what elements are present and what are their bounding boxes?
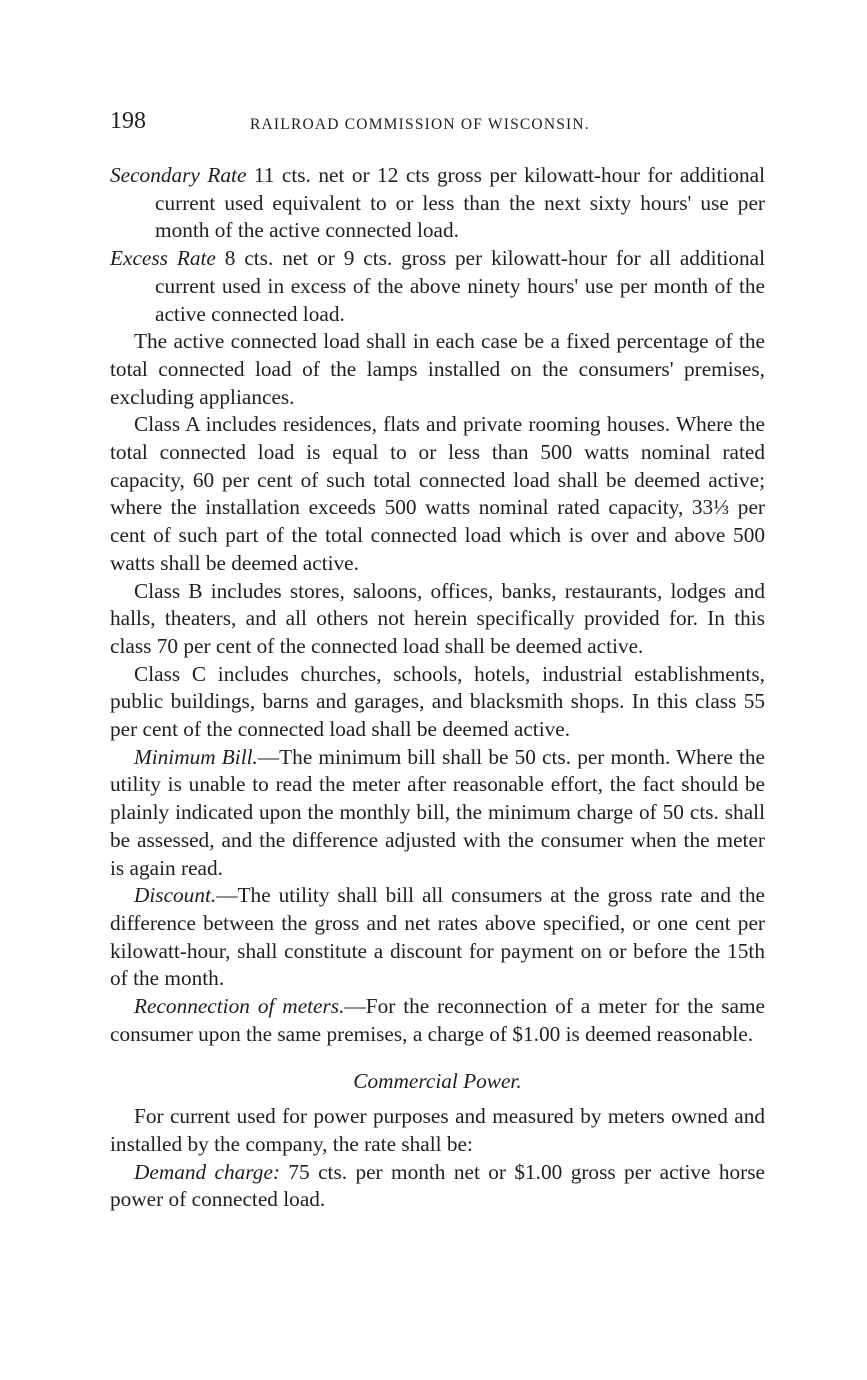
paragraph-text: —The utility shall bill all consumers at the gross rate and the difference between the gross and net rates above specified, or one cent per kilowatt-hour, shall constitute a discount for payment on or before the 15th of the month.: [110, 883, 765, 991]
paragraph-lead: Demand charge:: [134, 1159, 280, 1184]
paragraph-text: 8 cts. net or 9 cts. gross per kilowatt-hour for all additional current used in excess of the above ninety hours' use per month of the active connected load.: [155, 246, 766, 326]
paragraph-power-rate: For current used for power purposes and measured by meters owned and installed by the company, the rate shall be:: [110, 1104, 765, 1156]
paragraph-class-b: Class B includes stores, saloons, offices, banks, restaurants, lodges and halls, theaters, and all others not herein specifically provided for. In this class 70 per cent of the connected load shall be deemed active.: [110, 578, 765, 658]
paragraph-class-c: Class C includes churches, schools, hotels, industrial establishments, public buildings, barns and garages, and blacksmith shops. In this class 55 per cent of the connected load shall be deemed active.: [110, 661, 765, 742]
page-header: [110, 108, 765, 142]
paragraph-text: 11 cts. net or 12 cts gross per kilowatt-hour for additional current used equivalent to or less than the next sixty hours' use per month of the active connected load.: [155, 163, 765, 243]
paragraph-minimum-bill: [110, 744, 765, 883]
paragraph-secondary-rate: [110, 162, 765, 245]
paragraph-excess-rate: [110, 245, 765, 328]
paragraph-active-load: The active connected load shall in each case be a fixed percentage of the total connected load of the lamps installed on the consumers' premises, excluding appliances.: [110, 329, 765, 409]
paragraph-reconnection: [110, 993, 765, 1048]
paragraph-class-a: Class A includes residences, flats and private rooming houses. Where the total connected load is equal to or less than 500 watts nominal rated capacity, 60 per cent of such total connected load shall be deemed active; where the installation exceeds 500 watts nominal rated capacity, 33⅓ per cent of such part of the total connected load which is over and above 500 watts shall be deemed active.: [110, 412, 765, 575]
paragraph-text: —The minimum bill shall be 50 cts. per month. Where the utility is unable to read the meter after reasonable effort, the fact should be plainly indicated upon the monthly bill, the minimum charge of 50 cts. shall be assessed, and the difference adjusted with the consumer when the meter is again read.: [110, 744, 765, 880]
paragraph-lead: Reconnection of meters.: [134, 994, 345, 1019]
paragraph-lead: Secondary Rate: [110, 163, 247, 187]
paragraph-lead: Discount.: [134, 883, 217, 908]
page-number: 198: [110, 108, 146, 134]
page-body: [110, 162, 765, 1214]
section-heading: Commercial Power.: [353, 1068, 522, 1093]
paragraph-lead: Excess Rate: [110, 246, 216, 271]
paragraph-discount: [110, 882, 765, 993]
paragraph-lead: Minimum Bill.: [134, 744, 258, 769]
paragraph-demand-charge: [110, 1159, 765, 1214]
running-title: RAILROAD COMMISSION OF WISCONSIN.: [250, 116, 590, 133]
paragraph-text: —For the reconnection of a meter for the same consumer upon the same premises, a charge of $1.00 is deemed reasonable.: [110, 994, 765, 1046]
paragraph-text: 75 cts. per month net or $1.00 gross per active horse power of connected load.: [110, 1159, 765, 1212]
